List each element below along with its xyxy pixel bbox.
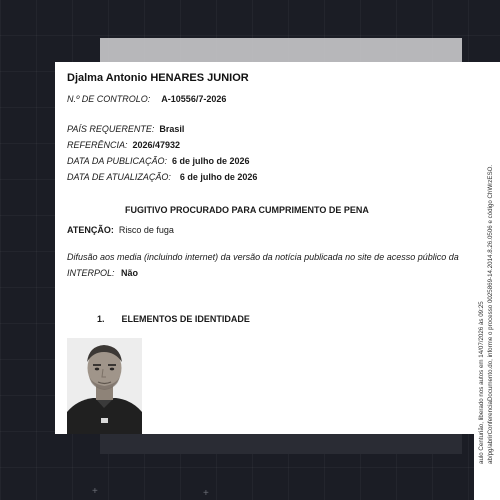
section-number: 1. <box>97 314 105 324</box>
attention-row <box>67 225 174 236</box>
control-number-value: A-10556/7-2026 <box>161 94 227 104</box>
requesting-country-row <box>67 124 184 135</box>
section-title: ELEMENTOS DE IDENTIDADE <box>121 314 250 324</box>
document-page <box>55 62 500 434</box>
side-stamp-line-2: ab/pg/abrirConferenciaDocumento.do, informe o processo 0025869-14.2014.8.26.0506 e código ChWrzESO. <box>487 164 494 464</box>
control-number-label: N.º DE CONTROLO: <box>67 94 151 104</box>
publication-date-label: DATA DA PUBLICAÇÃO: <box>67 156 168 166</box>
person-name: Djalma Antonio HENARES JUNIOR <box>67 72 249 84</box>
person-portrait <box>67 338 142 434</box>
update-date-value: 6 de julho de 2026 <box>179 172 258 182</box>
requesting-country-value: Brasil <box>159 124 185 134</box>
background-sparkle: + <box>203 488 209 499</box>
side-stamp-line-1: aulo Centurião, liberado nos autos em 14/07/2026 às 09:25 <box>478 301 485 464</box>
reference-row <box>67 140 180 151</box>
media-diffusion-text: Difusão aos media (incluindo internet) da versão da notícia publicada no site de acesso público da INTERPOL: <box>67 252 459 278</box>
notice-title: FUGITIVO PROCURADO PARA CUMPRIMENTO DE PENA <box>125 205 369 215</box>
background-sparkle: + <box>92 486 98 497</box>
attention-label: ATENÇÃO: <box>67 225 114 235</box>
media-diffusion-value: Não <box>121 268 139 278</box>
document-bottom-shadow <box>100 434 462 454</box>
side-margin-strip <box>474 64 500 500</box>
attention-value: Risco de fuga <box>118 225 174 235</box>
section-heading <box>97 314 250 325</box>
publication-date-value: 6 de julho de 2026 <box>172 156 250 166</box>
document-top-band <box>100 38 462 64</box>
reference-value: 2026/47932 <box>132 140 181 150</box>
media-diffusion-paragraph <box>67 249 467 281</box>
update-date-row <box>67 172 257 183</box>
update-date-label: DATA DE ATUALIZAÇÃO: <box>67 172 171 182</box>
control-number-row <box>67 94 226 105</box>
identity-photo <box>67 338 142 434</box>
publication-date-row <box>67 156 250 167</box>
reference-label: REFERÊNCIA: <box>67 140 128 150</box>
requesting-country-label: PAÍS REQUERENTE: <box>67 124 155 134</box>
